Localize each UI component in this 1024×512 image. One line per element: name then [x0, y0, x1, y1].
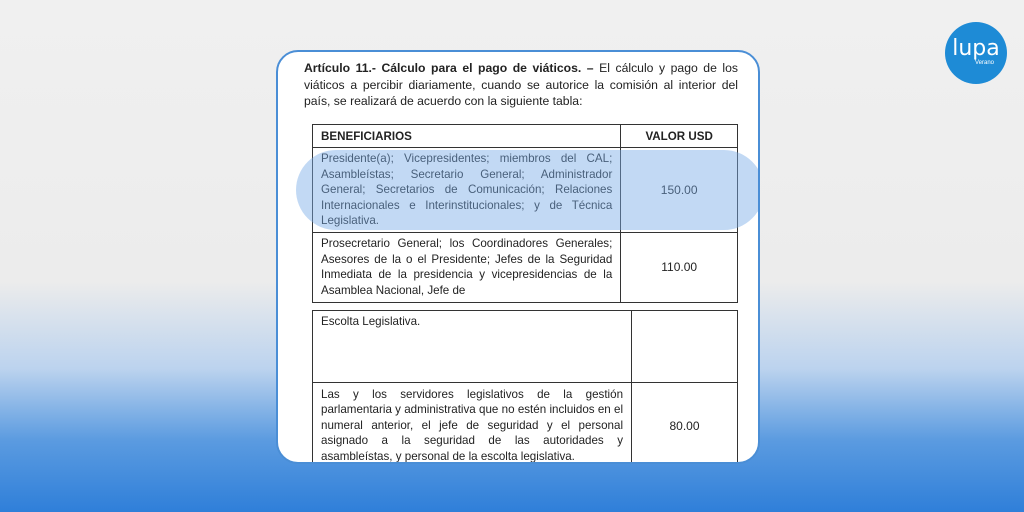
lupa-logo: [945, 22, 1007, 84]
beneficiaries-cell: Las y los servidores legislativos de la gestión parlamentaria y administrativa que no estén incluidos en el numeral anterior, el jefe de seguridad y el personal asignado a la seguridad de las autoridades y asambleístas, y personal de la escolta legislativa.: [313, 383, 632, 465]
value-cell: 80.00: [632, 383, 738, 465]
table-row: [313, 383, 738, 465]
logo-subtext: Verano: [975, 60, 995, 66]
table-row: [313, 311, 738, 383]
value-cell: [632, 311, 738, 383]
header-beneficiarios: BENEFICIARIOS: [313, 125, 621, 148]
article-body: El cálculo y pago de los viáticos a percibir diariamente, cuando se autorice la comisión al interior del país, se realizará de acuerdo con la siguiente tabla:: [304, 61, 738, 108]
value-cell: 110.00: [621, 232, 738, 302]
value-cell: 150.00: [621, 148, 738, 233]
article-heading: Artículo 11.- Cálculo para el pago de viáticos. –: [304, 61, 594, 75]
table-row: [313, 148, 738, 233]
beneficiaries-cell: Escolta Legislativa.: [313, 311, 632, 383]
document-excerpt: [276, 50, 760, 464]
beneficiaries-cell: Prosecretario General; los Coordinadores Generales; Asesores de la o el Presidente; Jefes de la Seguridad Inmediata de la presidencia y vicepresidencias de la Asamblea Nacional, Jefe de: [313, 232, 621, 302]
viaticos-table-continued: [312, 310, 738, 464]
beneficiaries-cell: Presidente(a); Vicepresidentes; miembros del CAL; Asambleístas; Secretario General; Administrador General; Secretarios de Comunicación; Relaciones Internacionales e Interinstitucionales; y de Técnica Legislativa.: [313, 148, 621, 233]
logo-text: lupa: [952, 36, 1000, 61]
table-row: [313, 232, 738, 302]
header-valor-usd: VALOR USD: [621, 125, 738, 148]
article-paragraph: [304, 60, 738, 110]
table-header-row: [313, 125, 738, 148]
viaticos-table: [312, 124, 738, 303]
